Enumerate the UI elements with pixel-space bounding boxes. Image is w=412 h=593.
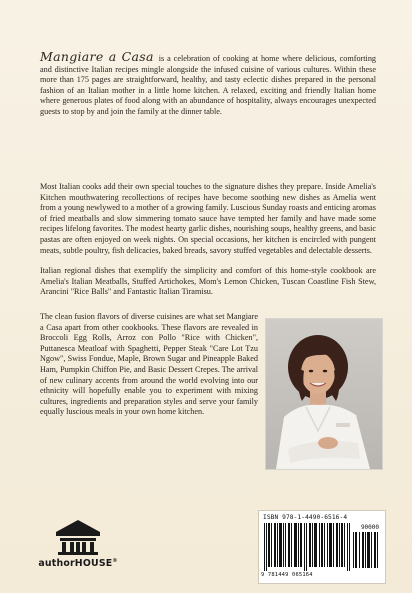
intro-text: is a celebration of cooking at home where delicious, comforting and distinctive Italian recipes mingle alongside the infused cuisine of various cultures. Within these more than 175 pages are straightforward, healthy, and tasty eclectic dishes prepared in the personal fashion of an Italian mother in a little home kitchen. A relaxed, exciting and friendly Italian home where generous plates of food along with an abundance of hospitality, always encourages unexpected guests to stop by and join the family at the dinner table.	[40, 54, 377, 116]
isbn-barcode	[258, 510, 386, 584]
author-portrait-illustration	[266, 319, 382, 469]
paragraph-fusion-flavors: The clean fusion flavors of diverse cuisines are what set Mangiare a Casa apart from other cookbooks. These flavors are revealed in Broccoli Egg Rolls, Arroz con Pollo "Rice with Chicken", Puttanesca Meatloaf with Spaghetti, Pepper Steak "Care Lot Tzu Ngow", Swiss Fondue, Maple, Brown Sugar and Pineapple Baked Ham, Pumpkin Chiffon Pie, and Basic Dessert Crepes. The arrival of new culinary accents from around the world evolving into our ethnicity will hopefully enable you to experiment with mixing cultures, ingredients and preparation styles and serve your family equally luscious meals in your own home kitchen.	[40, 312, 258, 417]
isbn-number: ISBN 978-1-4490-6516-4	[263, 514, 348, 521]
price-barcode-bars	[353, 532, 379, 568]
author-photo	[265, 318, 383, 470]
intro-paragraph	[40, 49, 377, 118]
barcode-digits: 9 781449 065164	[261, 572, 313, 578]
price-code: 90000	[360, 524, 379, 531]
publisher-name: authorHOUSE®	[38, 558, 118, 570]
publisher-logo	[28, 518, 128, 578]
book-title-script: Mangiare a Casa	[40, 49, 154, 64]
authorhouse-house-icon	[48, 518, 108, 556]
paragraph-regional-dishes: Italian regional dishes that exemplify the simplicity and comfort of this home-style cookbook are Amelia's Italian Meatballs, Stuffed Artichokes, Mom's Lemon Chicken, Tuscan Coastline Fish Stew, Arancini "Rice Balls" and Fantastic Italian Tiramisu.	[40, 266, 376, 297]
barcode-bars	[264, 523, 350, 571]
paragraph-kitchen: Most Italian cooks add their own special touches to the signature dishes they prepare. Inside Amelia's Kitchen mouthwatering recollections of recipes have become soothing new dishes as Amelia went from a young newlywed to a mother of a growing family. Luscious Sunday roasts and enticing aromas of fried meatballs and slow simmering tomato sauce have tempted her family and have made some recipes lifelong favorites. The modest hearty garlic dishes, nourishing soups, healthy greens, and basic pastas are often enjoyed on week nights. On special occasions, her kitchen is encircled with pungent meats, subtle poultry, fish delicacies, baked breads, savory stuffed vegetables and delectable desserts.	[40, 182, 376, 255]
